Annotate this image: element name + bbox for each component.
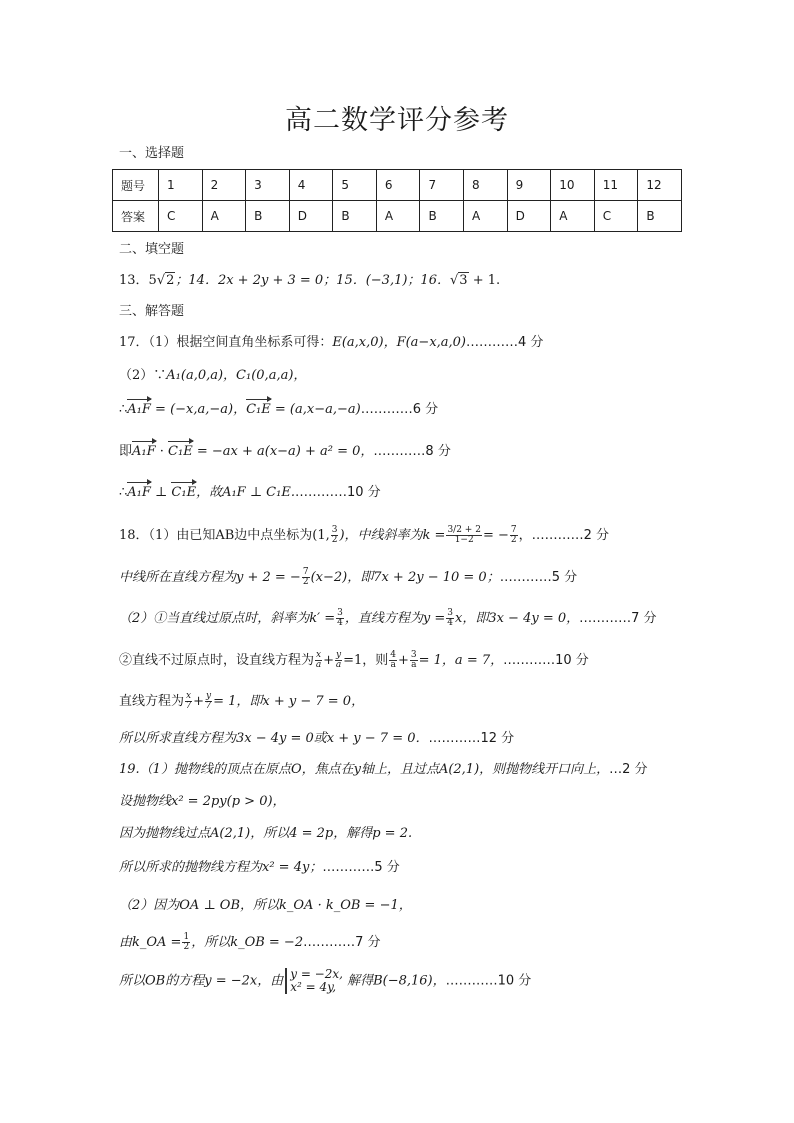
text: 19.（1）抛物线的顶点在原点O，焦点在y轴上，且过点A(2,1)，则抛物线开口向上， (119, 762, 610, 777)
denominator: a (390, 660, 396, 670)
page-title: 高二数学评分参考 (285, 105, 509, 136)
plus: + (398, 653, 409, 668)
section-fill-heading: 二、填空题 (119, 242, 185, 257)
answer-cell: B (420, 201, 464, 232)
text: 18．（1）由已知AB边中点坐标为(1, (119, 528, 330, 543)
text: 直线方程为 (119, 694, 185, 709)
answer-label: 答案 (113, 201, 159, 232)
text: 中线所在直线方程为y + 2 = − (119, 570, 301, 585)
answer-cell: D (507, 201, 551, 232)
q19-line5: （2）因为OA ⊥ OB，所以k_OA · k_OB = −1， (119, 898, 412, 913)
denominator: 2 (331, 535, 338, 545)
q13-radicand: 2 (166, 273, 175, 288)
question-number: 3 (246, 170, 290, 201)
fraction (335, 651, 342, 670)
q18-line1 (119, 526, 609, 545)
numerator: 1 (183, 932, 190, 942)
question-number: 12 (638, 170, 682, 201)
denominator: a (315, 660, 322, 670)
q14-15-answers: ；14．2x + 2y + 3 = 0；15．(−3,1)；16． (175, 273, 450, 288)
numerator: x (316, 650, 322, 660)
equation-system (285, 968, 343, 994)
table-row (113, 201, 682, 232)
numerator: 4 (390, 650, 396, 660)
fraction (315, 651, 322, 670)
q17-line4 (119, 444, 451, 460)
dot: · (155, 444, 169, 459)
answer-cell: B (638, 201, 682, 232)
fraction (446, 609, 454, 628)
math: E(a,x,0)，F(a−x,a,0) (332, 335, 467, 350)
text: （2）∵ (119, 368, 167, 383)
math: A₁(a,0,a)，C₁(0,a,a)， (166, 368, 307, 383)
fraction (185, 692, 192, 711)
q19-line4 (119, 860, 400, 876)
math: x，即3x − 4y = 0， (454, 611, 580, 626)
q18-line2 (119, 568, 577, 587)
plus: + (193, 694, 204, 709)
q17-line2 (119, 368, 306, 384)
math: = (−x,a,−a)， (150, 402, 247, 417)
math: = − (482, 528, 509, 543)
table-row (113, 170, 682, 201)
numerator: 3/2 + 2 (447, 525, 481, 535)
fraction (205, 692, 212, 711)
text: （2）①当直线过原点时，斜率为k′ = (119, 611, 336, 626)
denominator: a (411, 660, 417, 670)
numerator: 3 (337, 608, 343, 618)
q18-line5 (119, 692, 364, 711)
score: …………2 分 (531, 528, 610, 543)
math: ，直线方程为y = (344, 611, 446, 626)
q17-line1 (119, 335, 543, 351)
math: )，中线斜率为k = (339, 528, 446, 543)
fraction (410, 651, 418, 670)
score: …………7 分 (579, 611, 657, 626)
q13-coef: 5 (148, 273, 157, 288)
math: = 1，a = 7， (418, 653, 504, 668)
score: …………6 分 (360, 402, 439, 417)
q18-line4 (119, 651, 589, 670)
answer-cell: A (551, 201, 595, 232)
score: …………10 分 (294, 485, 381, 500)
text: 所以OB的方程y = −2x，由 (119, 973, 284, 989)
math: ，所以k_OB = −2 (191, 935, 304, 950)
text: 17．（1）根据空间直角坐标系可得： (119, 335, 333, 350)
score: …2 分 (609, 762, 648, 777)
score: …………5 分 (499, 570, 578, 585)
answer-cell: C (159, 201, 203, 232)
vector-a1f: A₁F (127, 402, 151, 417)
math: = (a,x−a,−a) (270, 402, 361, 417)
q16-tail: + 1. (468, 273, 501, 288)
math: 解得B(−8,16)， (342, 973, 446, 989)
q17-line5 (119, 485, 381, 501)
plus: + (323, 653, 334, 668)
text: ， (518, 528, 532, 543)
fraction (336, 609, 344, 628)
text: 所以所求直线方程为3x − 4y = 0或x + y − 7 = 0． (119, 731, 429, 746)
section-choice-heading: 一、选择题 (119, 146, 185, 161)
numerator: 3 (410, 650, 417, 660)
math: = 1，即x + y − 7 = 0， (213, 694, 365, 709)
vector-a1f: A₁F (127, 485, 151, 500)
math: ，故A₁F ⊥ C₁E. (196, 485, 295, 500)
equation: x² = 4y, (290, 980, 337, 994)
section-solution-heading: 三、解答题 (119, 304, 185, 319)
fill-answers: 13．5√2；14．2x + 2y + 3 = 0；15．(−3,1)；16．√3 + 1. (119, 273, 501, 288)
fraction (182, 933, 190, 952)
math: (x−2)，即7x + 2y − 10 = 0； (310, 570, 500, 585)
q18-line6 (119, 731, 514, 747)
question-number: 11 (594, 170, 638, 201)
question-number: 9 (507, 170, 551, 201)
numerator: x (186, 691, 192, 701)
denominator: 4 (337, 618, 343, 628)
denominator: 7 (205, 701, 212, 711)
answer-cell: B (333, 201, 377, 232)
denominator: 2 (183, 942, 190, 952)
numerator: 7 (510, 525, 517, 535)
denominator: 7 (185, 701, 192, 711)
q13-number: 13． (119, 273, 149, 288)
text: 由k_OA = (119, 935, 182, 950)
q19-line3: 因为抛物线过点A(2,1)，所以4 = 2p，解得p = 2. (119, 826, 413, 841)
denominator: 2 (510, 535, 517, 545)
denominator: 1−2 (454, 535, 474, 545)
score: …………10 分 (445, 973, 532, 989)
score: …………4 分 (466, 335, 544, 350)
denominator: a (335, 660, 342, 670)
fraction (302, 568, 310, 587)
question-number: 6 (376, 170, 420, 201)
math: = −ax + a(x−a) + a² = 0， (192, 444, 374, 459)
fraction (510, 526, 518, 545)
numerator: y (336, 650, 342, 660)
score: …………5 分 (322, 860, 400, 875)
fraction (446, 526, 481, 545)
question-number: 7 (420, 170, 464, 201)
text: ∴ (119, 402, 128, 417)
perp: ⊥ (150, 485, 172, 500)
fraction (389, 651, 397, 670)
fraction (331, 526, 339, 545)
header-label: 题号 (113, 170, 159, 201)
vector-c1e: C₁E (171, 485, 197, 500)
answer-cell: C (594, 201, 638, 232)
answer-cell: D (289, 201, 333, 232)
text: ②直线不过原点时，设直线方程为 (119, 653, 315, 668)
question-number: 5 (333, 170, 377, 201)
q19-line1 (119, 762, 648, 778)
numerator: 3 (331, 525, 338, 535)
denominator: 4 (447, 618, 453, 628)
vector-c1e: C₁E (246, 402, 271, 417)
denominator: 2 (302, 577, 309, 587)
text: 即 (119, 444, 133, 459)
score: …………8 分 (373, 444, 451, 459)
question-number: 1 (159, 170, 203, 201)
q17-line3 (119, 402, 438, 418)
text: 所以所求的抛物线方程为x² = 4y； (119, 860, 323, 875)
answer-cell: B (246, 201, 290, 232)
q19-line7 (119, 968, 531, 994)
equation: y = −2x, (290, 967, 343, 981)
score: …………12 分 (428, 731, 515, 746)
numerator: 3 (447, 608, 453, 618)
vector-c1e: C₁E (168, 444, 193, 459)
question-number: 2 (202, 170, 246, 201)
text: ∴ (119, 485, 128, 500)
answer-table (112, 169, 682, 232)
answer-cell: A (464, 201, 508, 232)
answer-cell: A (376, 201, 420, 232)
q18-line3 (119, 609, 657, 628)
q16-radicand: 3 (459, 273, 468, 288)
question-number: 10 (551, 170, 595, 201)
vector-a1f: A₁F (132, 444, 156, 459)
question-number: 4 (289, 170, 333, 201)
text: =1，则 (343, 653, 389, 668)
q19-line6 (119, 933, 381, 952)
score: …………7 分 (303, 935, 381, 950)
numerator: y (206, 691, 212, 701)
q19-line2: 设抛物线x² = 2py(p > 0)， (119, 794, 286, 809)
question-number: 8 (464, 170, 508, 201)
answer-cell: A (202, 201, 246, 232)
score: …………10 分 (503, 653, 589, 668)
numerator: 7 (302, 567, 309, 577)
